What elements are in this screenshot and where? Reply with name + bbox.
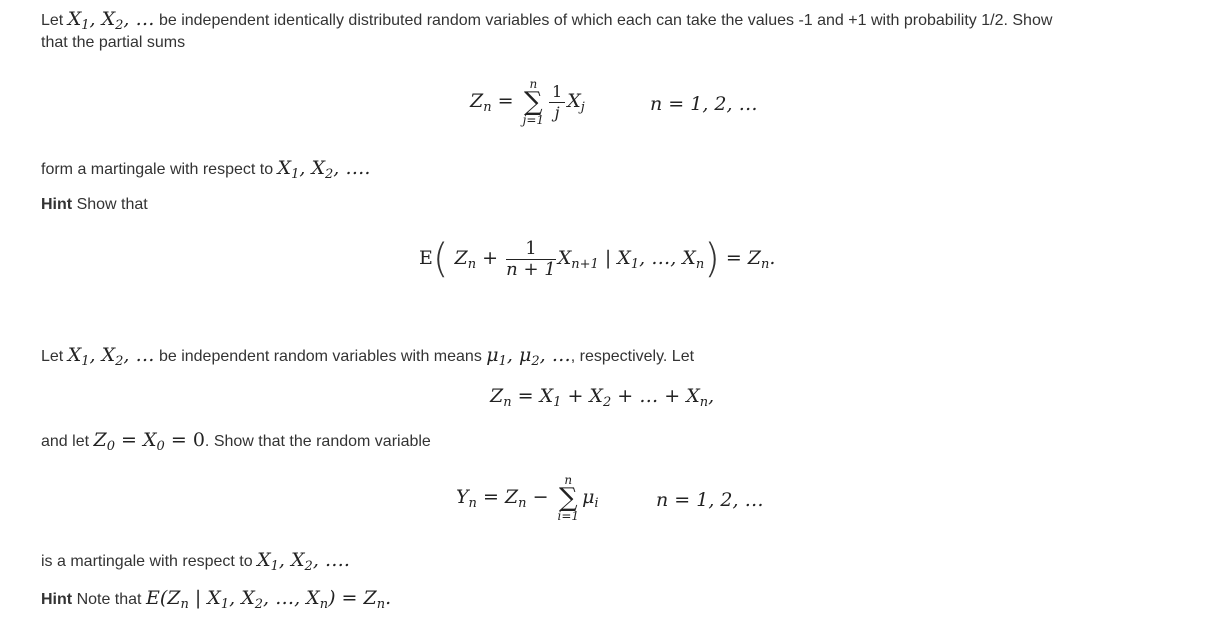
problem2-initial-condition: and let $Z_0 = X_0 = 0$. Show that the random variable xyxy=(41,429,431,454)
problem1-hint: Hint Show that xyxy=(41,196,148,213)
problem2-hint: Hint Note that $E(Z_n$ | $X_1$, $X_2$, …, $X_n) = Z_n$. xyxy=(41,587,392,612)
centered-sum-formula: $Y_n = Z_n$ − n ∑ i=1 $\mu_i$ xyxy=(456,473,599,523)
problem2-intro: Let $X_1$, $X_2$, … be independent random variables with means $\mu_1$, $\mu_2$, …, respectively. Let xyxy=(41,344,695,369)
conditional-expectation-formula: E( $Z_n$ + $\frac{1}{n + 1}$ $X_{n+1}$ | $X_1$, …, $X_n) = Z_n$. xyxy=(419,236,776,282)
partial-sum-range: n = 1, 2, … xyxy=(650,93,758,115)
hint-label: Hint xyxy=(41,196,73,213)
centered-sum-range: n = 1, 2, … xyxy=(656,489,764,511)
hint-label: Hint xyxy=(41,591,73,608)
sum-formula: $Z_n = X_1 + X_2$ + … + $X_n$, xyxy=(490,385,715,410)
problem1-intro-line2: that the partial sums xyxy=(41,34,186,51)
problem2-martingale-line: is a martingale with respect to $X_1$, $X_2$, …. xyxy=(41,549,350,574)
partial-sum-formula: $Z_n$ = n ∑ j=1 $\frac{1}{j}$ $X_j$ xyxy=(470,77,585,127)
problem1-intro-line1: Let $X_1$, $X_2$, … be independent identically distributed random variables of which each can take the values -1 and +1 with probability 1/2. Show xyxy=(41,8,1053,33)
problem1-martingale-line: form a martingale with respect to $X_1$, $X_2$, …. xyxy=(41,157,371,182)
